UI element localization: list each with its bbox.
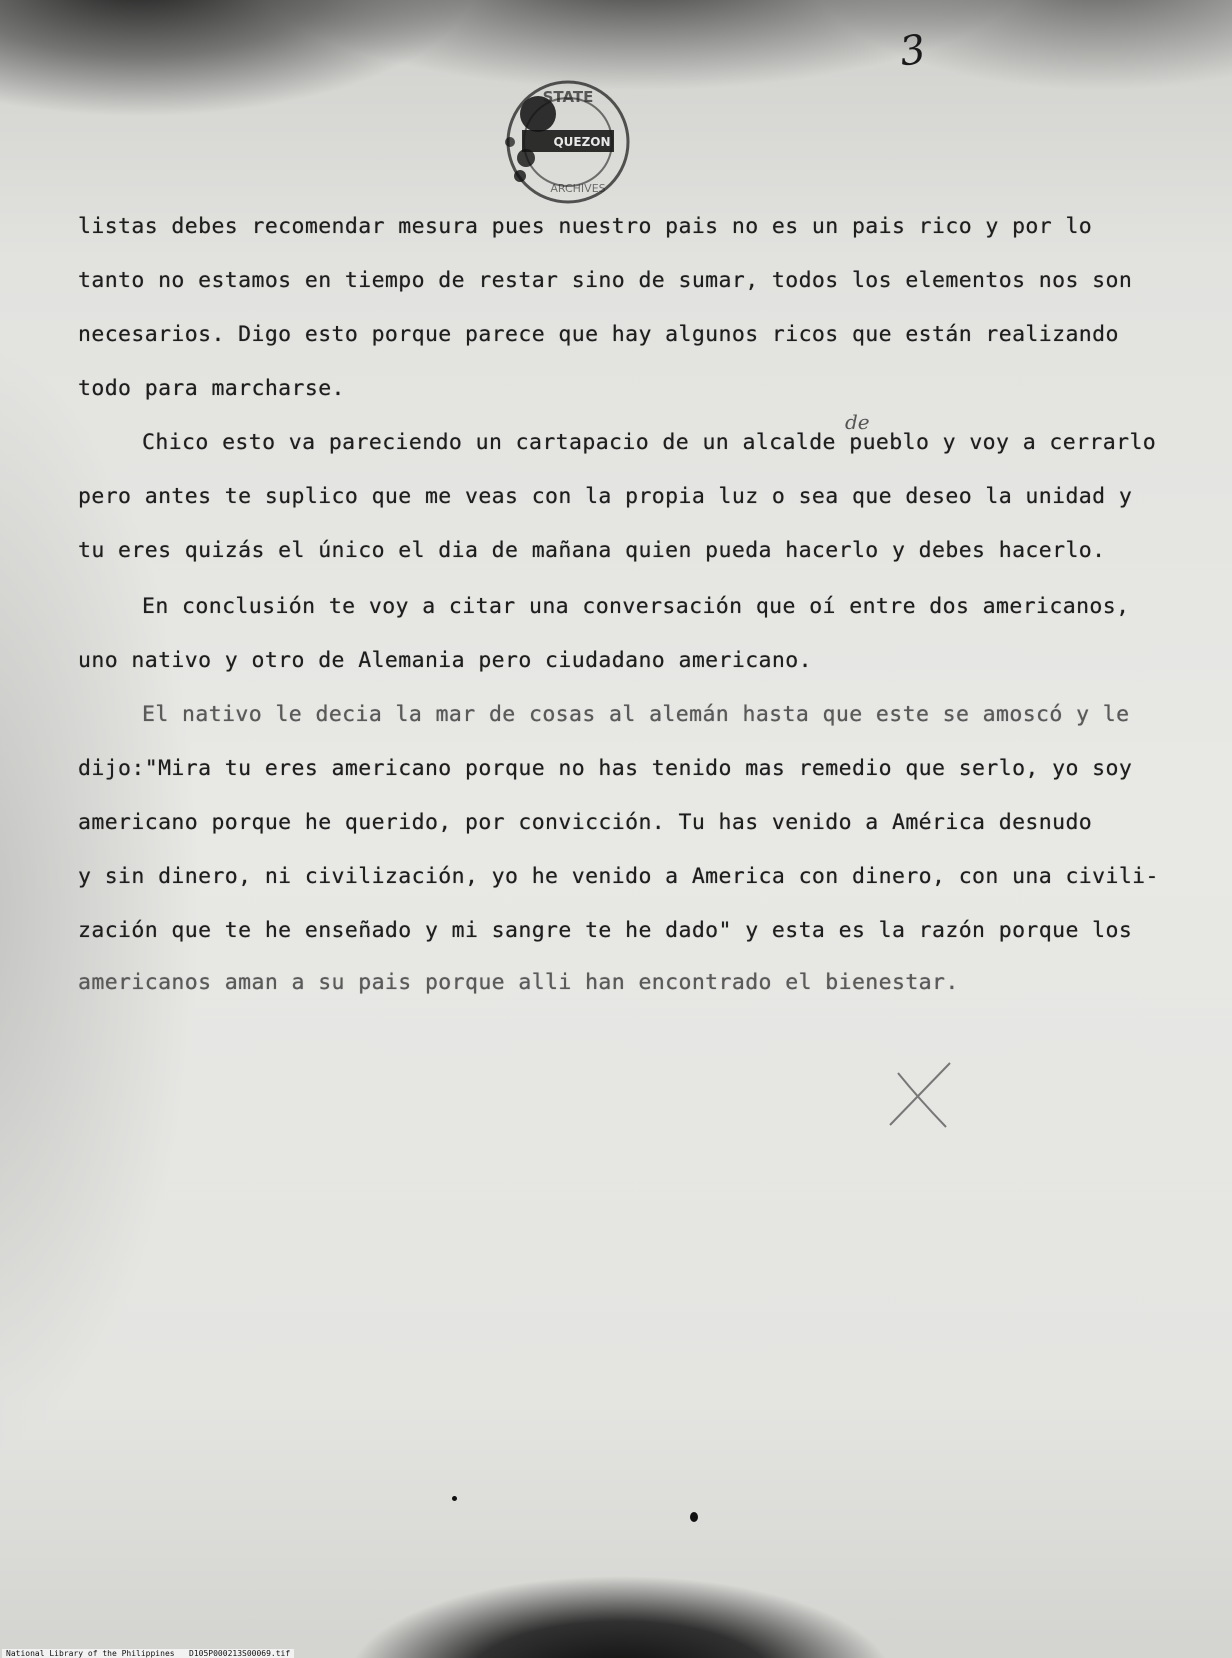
archive-stamp-seal (498, 72, 638, 212)
ink-speck (452, 1496, 457, 1501)
footer-file: D105P000213S00069.tif (189, 1649, 291, 1658)
text-line: tanto no estamos en tiempo de restar sino de sumar, todos los elementos nos son (78, 268, 1133, 293)
pencil-x-mark (880, 1055, 960, 1135)
handwritten-insertion: de (845, 410, 870, 434)
text-line: todo para marcharse. (78, 376, 345, 401)
archive-stamp (498, 72, 638, 212)
text-line: En conclusión te voy a citar una conversación que oí entre dos americanos, (142, 594, 1130, 619)
scan-footer (2, 1649, 294, 1658)
ink-speck (690, 1512, 698, 1522)
text-line: listas debes recomendar mesura pues nuestro pais no es un pais rico y por lo (78, 214, 1093, 239)
text-line: americano porque he querido, por convicción. Tu has venido a América desnudo (78, 810, 1093, 835)
handwritten-page-number: 3 (896, 26, 929, 76)
stamp-bottom-text: ARCHIVES (550, 182, 606, 195)
text-line: uno nativo y otro de Alemania pero ciudadano americano. (78, 648, 812, 673)
text-line: El nativo le decia la mar de cosas al alemán hasta que este se amoscó y le (142, 702, 1130, 727)
text-line: y sin dinero, ni civilización, yo he venido a America con dinero, con una civili- (78, 864, 1159, 889)
stamp-middle-text: QUEZON (553, 135, 611, 149)
text-line: americanos aman a su pais porque alli han encontrado el bienestar. (78, 970, 959, 995)
text-line: Chico esto va pareciendo un cartapacio de un alcalde pueblo y voy a cerrarlo (142, 430, 1157, 455)
stamp-top-text: STATE (542, 88, 594, 106)
text-line: dijo:"Mira tu eres americano porque no has tenido mas remedio que serlo, yo soy (78, 756, 1133, 781)
footer-source: National Library of the Philippines (6, 1649, 175, 1658)
text-line: zación que te he enseñado y mi sangre te he dado" y esta es la razón porque los (78, 918, 1133, 943)
text-line: tu eres quizás el único el dia de mañana quien pueda hacerlo y debes hacerlo. (78, 538, 1106, 563)
text-line: necesarios. Digo esto porque parece que hay algunos ricos que están realizando (78, 322, 1119, 347)
text-line: pero antes te suplico que me veas con la propia luz o sea que deseo la unidad y (78, 484, 1133, 509)
